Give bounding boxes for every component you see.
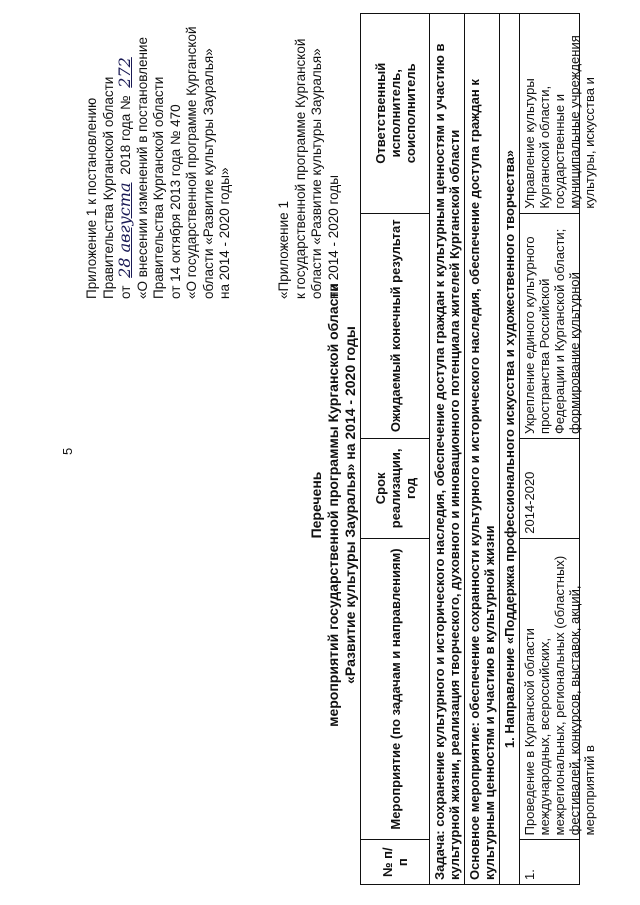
row-result-text: Укрепление единого культурного пространства Российской Федерации и Курганской области; формирование культурной bbox=[522, 228, 582, 434]
row-responsible-text: Управление культуры Курганской области, государственные и муниципальные учреждения культуры, искусства и bbox=[522, 35, 597, 209]
appendix-line: на 2014 - 2020 годы» bbox=[217, 167, 232, 299]
appendix-line: от 14 октября 2013 года № 470 bbox=[167, 104, 183, 299]
task-cell: Задача: сохранение культурного и исторического наследия, обеспечение доступа граждан к культурным ценностям и участию в культурной жизни, реализация творческого, духовного и инновационного потенциала жителей Курганской области bbox=[430, 14, 465, 885]
direction-cell: 1. Направление «Поддержка профессионального искусства и художественного творчества» bbox=[500, 14, 520, 885]
appendix-line: Приложение 1 к постановлению bbox=[84, 97, 99, 299]
header-term: Срок реализации, год bbox=[361, 438, 430, 538]
header-responsible: Ответственный исполнитель, соисполнитель bbox=[361, 14, 430, 214]
appendix-date-line bbox=[117, 0, 135, 299]
appendix-line: на 2014 - 2020 годы bbox=[325, 175, 341, 299]
row-num: 1. bbox=[520, 840, 580, 885]
title-line: «Развитие культуры Зауралья» на 2014 - 2020 годы bbox=[342, 326, 358, 684]
page-number: 5 bbox=[60, 447, 75, 455]
table-header-row bbox=[361, 14, 430, 885]
task-row bbox=[430, 14, 465, 885]
appendix-line: «О государственной программе Курганской bbox=[184, 26, 199, 299]
title-line: Перечень bbox=[308, 471, 324, 539]
document-title bbox=[308, 225, 359, 785]
header-result: Ожидаемый конечный результат bbox=[361, 213, 430, 438]
activities-table bbox=[360, 13, 597, 885]
row-activity-text: Проведение в Курганской области международных, всероссийских, межрегиональных, региональных (областных) фестивалей, конкурсов, выставок, акций, мероприятий в bbox=[522, 555, 597, 836]
handwritten-date: 28 августа bbox=[115, 182, 134, 278]
row-term: 2014-2020 bbox=[520, 438, 580, 538]
appendix-line: Правительства Курганской области bbox=[100, 76, 116, 299]
title-line: мероприятий государственной программы Курганской области bbox=[325, 283, 341, 727]
appendix-line: области «Развитие культуры Зауралья» bbox=[200, 48, 216, 299]
appendix-line: «О внесении изменений в постановление bbox=[134, 37, 150, 299]
appendix-from: от bbox=[118, 285, 133, 299]
row-activity bbox=[520, 538, 597, 840]
row-result bbox=[520, 213, 580, 438]
header-activity: Мероприятие (по задачам и направлениям) bbox=[361, 538, 430, 840]
appendix-line: области «Развитие культуры Зауралья» bbox=[309, 48, 324, 299]
appendix-year: 2018 года № bbox=[118, 95, 133, 175]
appendix-header bbox=[84, 0, 234, 299]
main-activity-cell: Основное мероприятие: обеспечение сохранности культурного и исторического наследия, обеспечение доступа граждан к культурным ценностям и участию в культурной жизни bbox=[465, 14, 500, 885]
table-row bbox=[520, 14, 580, 885]
appendix-line: к государственной программе Курганской bbox=[292, 38, 308, 299]
rotated-page-content bbox=[20, 5, 620, 885]
appendix-line: Правительства Курганской области bbox=[151, 76, 166, 299]
header-num: № п/п bbox=[361, 840, 430, 885]
direction-row bbox=[500, 14, 520, 885]
row-responsible bbox=[520, 14, 597, 214]
handwritten-number: 272 bbox=[115, 57, 134, 88]
main-activity-row bbox=[465, 14, 500, 885]
appendix-line: «Приложение 1 bbox=[276, 201, 291, 299]
